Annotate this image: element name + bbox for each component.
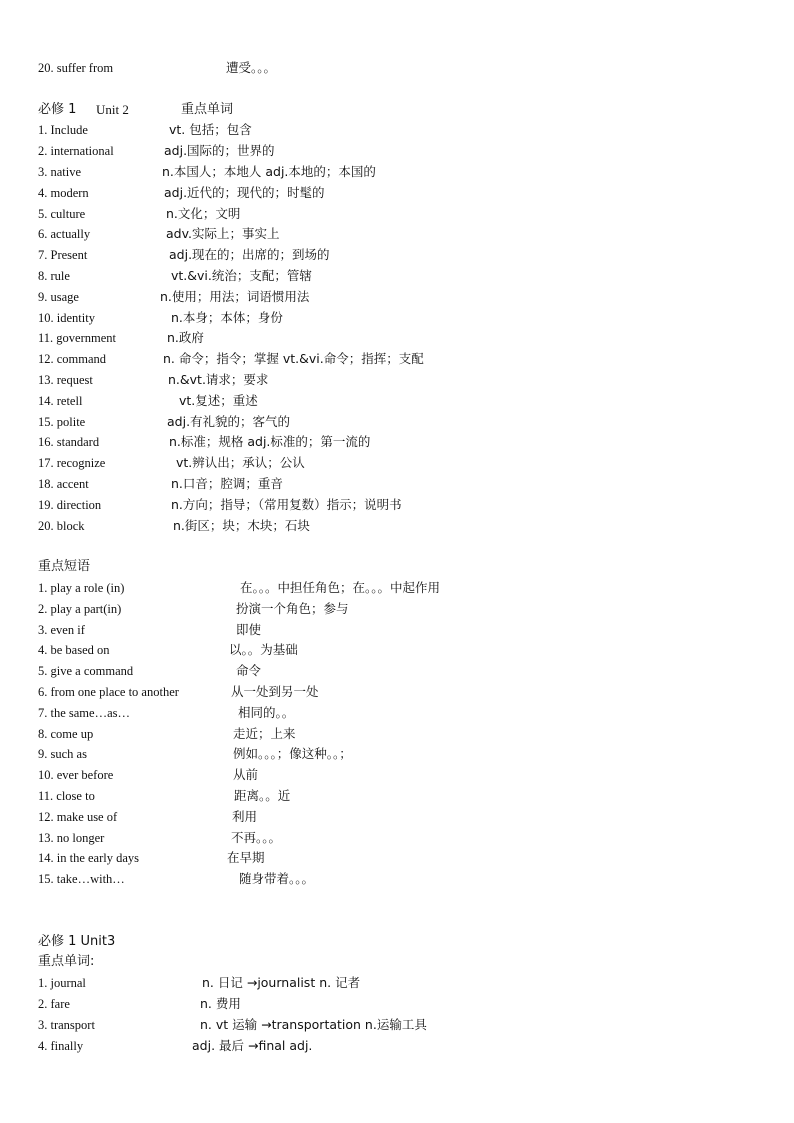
word-term: 16. standard bbox=[38, 435, 100, 449]
word-definition: n.街区；块；木块；石块 bbox=[173, 518, 310, 533]
word-term: 2. fare bbox=[38, 997, 70, 1011]
word-definition: n. 日记 →journalist n. 记者 bbox=[202, 975, 361, 990]
phrase-definition: 从一处到另一处 bbox=[231, 684, 319, 699]
word-term: 20. block bbox=[38, 519, 85, 533]
word-definition: n.政府 bbox=[167, 330, 204, 345]
phrase-definition: 不再。。。 bbox=[231, 830, 282, 845]
unit2-heading bbox=[38, 100, 234, 120]
word-definition: n.本身；本体；身份 bbox=[171, 310, 283, 325]
word-term: 9. usage bbox=[38, 290, 79, 304]
phrase-term: 2. play a part(in) bbox=[38, 602, 122, 616]
unit3-subheading: 重点单词: bbox=[38, 954, 95, 969]
phrase-definition: 走近；上来 bbox=[233, 726, 296, 741]
word-term: 18. accent bbox=[38, 477, 89, 491]
phrase-term: 10. ever before bbox=[38, 768, 114, 782]
word-term: 4. finally bbox=[38, 1039, 84, 1053]
phrase-term: 8. come up bbox=[38, 727, 94, 741]
phrase-term: 11. close to bbox=[38, 789, 95, 803]
word-term: 19. direction bbox=[38, 498, 102, 512]
phrase-term: 15. take…with… bbox=[38, 872, 125, 886]
word-definition: 遭受。。。 bbox=[226, 60, 277, 75]
phrase-definition: 在早期 bbox=[227, 850, 265, 865]
word-term: 17. recognize bbox=[38, 456, 106, 470]
phrase-term: 13. no longer bbox=[38, 831, 105, 845]
word-definition: n.口音；腔调；重音 bbox=[171, 476, 283, 491]
word-definition: n. 费用 bbox=[200, 996, 241, 1011]
phrase-definition: 在。。。中担任角色；在。。。中起作用 bbox=[240, 580, 441, 595]
phrase-term: 12. make use of bbox=[38, 810, 118, 824]
phrase-definition: 随身带着。。。 bbox=[239, 871, 315, 886]
word-definition: n.文化；文明 bbox=[166, 206, 241, 221]
phrase-term: 4. be based on bbox=[38, 643, 110, 657]
word-definition: vt.辨认出；承认；公认 bbox=[176, 455, 305, 470]
phrase-definition: 相同的。。 bbox=[238, 705, 295, 720]
word-definition: adj.现在的；出席的；到场的 bbox=[169, 247, 330, 262]
phrase-term: 3. even if bbox=[38, 623, 85, 637]
word-term: 7. Present bbox=[38, 248, 88, 262]
word-term: 1. journal bbox=[38, 976, 86, 990]
word-definition: adj.近代的；现代的；时髦的 bbox=[164, 185, 325, 200]
phrase-term: 9. such as bbox=[38, 747, 87, 761]
phrase-definition: 例如。。。；像这种。。； bbox=[233, 746, 352, 761]
phrase-term: 5. give a command bbox=[38, 664, 134, 678]
word-term: 2. international bbox=[38, 144, 114, 158]
phrase-term: 6. from one place to another bbox=[38, 685, 179, 699]
phrase-definition: 从前 bbox=[233, 767, 259, 782]
word-term: 5. culture bbox=[38, 207, 86, 221]
word-term: 20. suffer from bbox=[38, 61, 114, 75]
word-definition: vt.&vi.统治；支配；管辖 bbox=[171, 268, 312, 283]
word-term: 12. command bbox=[38, 352, 107, 366]
phrase-term: 14. in the early days bbox=[38, 851, 140, 865]
phrase-term: 7. the same…as… bbox=[38, 706, 130, 720]
word-term: 4. modern bbox=[38, 186, 89, 200]
unit2-label: 重点单词 bbox=[181, 102, 234, 117]
word-term: 8. rule bbox=[38, 269, 70, 283]
word-term: 1. Include bbox=[38, 123, 88, 137]
word-definition: n.使用；用法；词语惯用法 bbox=[160, 289, 310, 304]
unit2-unit: Unit 2 bbox=[96, 102, 129, 117]
unit3-heading: 必修 1 Unit3 bbox=[38, 934, 116, 949]
word-definition: n. 命令；指令；掌握 vt.&vi.命令；指挥；支配 bbox=[163, 351, 424, 366]
word-definition: n.&vt.请求；要求 bbox=[168, 372, 269, 387]
word-term: 6. actually bbox=[38, 227, 91, 241]
word-definition: adj. 最后 →final adj. bbox=[192, 1038, 313, 1053]
word-definition: vt. 包括；包含 bbox=[169, 122, 252, 137]
phrase-definition: 距离。。近 bbox=[234, 788, 291, 803]
word-definition: adj.国际的；世界的 bbox=[164, 143, 275, 158]
word-definition: vt.复述；重述 bbox=[179, 393, 258, 408]
word-term: 13. request bbox=[38, 373, 93, 387]
word-definition: n.本国人；本地人 adj.本地的；本国的 bbox=[162, 164, 376, 179]
unit2-course: 必修 1 bbox=[38, 102, 77, 117]
word-definition: n. vt 运输 →transportation n.运输工具 bbox=[200, 1017, 427, 1032]
word-term: 15. polite bbox=[38, 415, 86, 429]
phrases-heading: 重点短语 bbox=[38, 559, 91, 574]
phrase-definition: 以。。为基础 bbox=[229, 642, 298, 657]
word-definition: adv.实际上；事实上 bbox=[166, 226, 280, 241]
phrase-definition: 即使 bbox=[236, 622, 262, 637]
phrase-definition: 利用 bbox=[232, 809, 258, 824]
word-definition: adj.有礼貌的；客气的 bbox=[167, 414, 291, 429]
word-term: 11. government bbox=[38, 331, 116, 345]
word-definition: n.方向；指导；（常用复数）指示；说明书 bbox=[171, 497, 402, 512]
phrase-definition: 扮演一个角色；参与 bbox=[236, 601, 349, 616]
word-term: 14. retell bbox=[38, 394, 83, 408]
word-definition: n.标准；规格 adj.标准的；第一流的 bbox=[169, 434, 371, 449]
word-term: 3. transport bbox=[38, 1018, 95, 1032]
word-term: 3. native bbox=[38, 165, 82, 179]
word-term: 10. identity bbox=[38, 311, 95, 325]
phrase-term: 1. play a role (in) bbox=[38, 581, 125, 595]
phrase-definition: 命令 bbox=[236, 663, 262, 678]
